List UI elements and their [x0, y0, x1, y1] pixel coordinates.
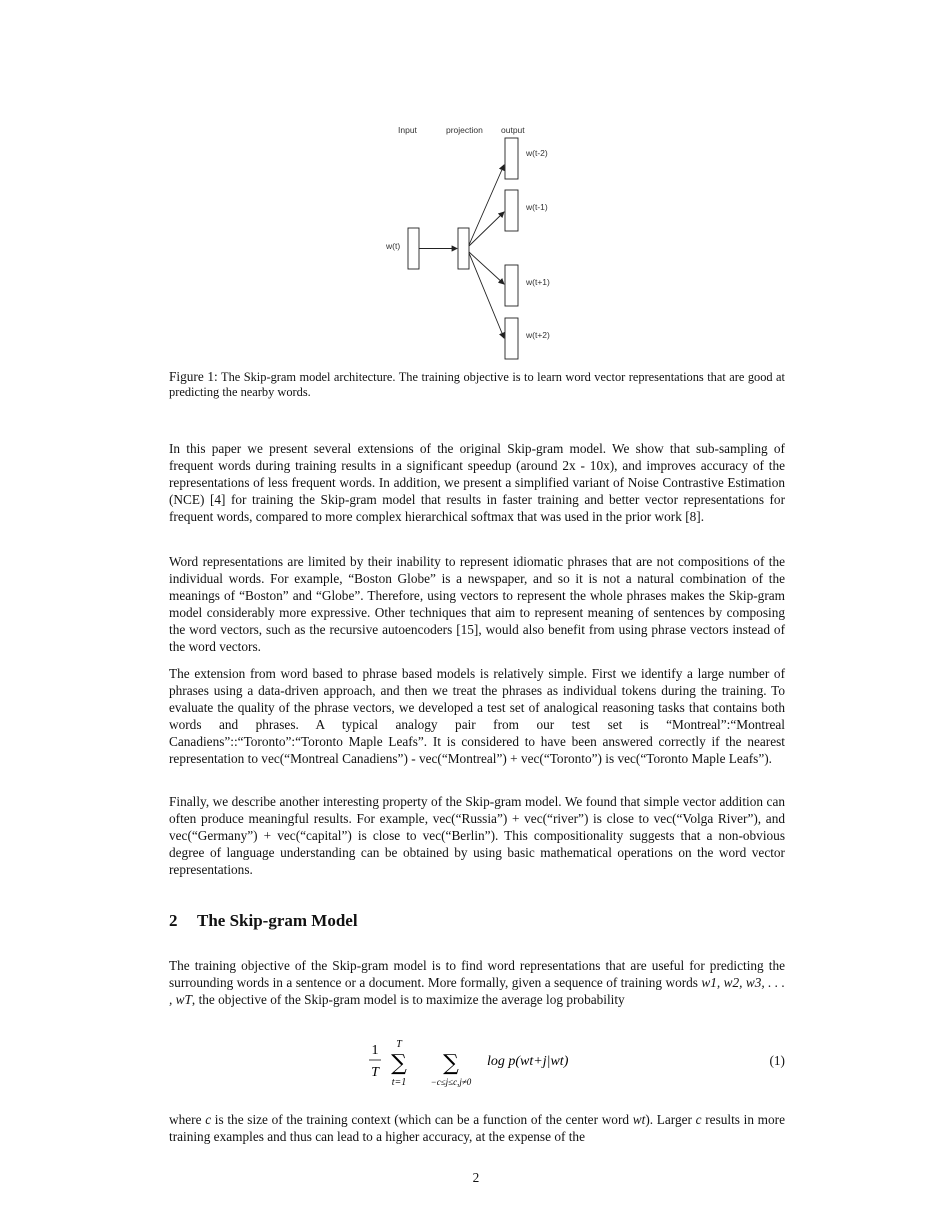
figure-caption-label: Figure 1:: [169, 369, 218, 384]
body-paragraph: Word representations are limited by their inability to represent idiomatic phrases that are not compositions of the individual words. For example, “Boston Globe” is a newspaper, and so it is not a natural combination of the meanings of “Boston” and “Globe”. Therefore, using vectors to represent the whole phrases makes the Skip-gram model considerably more expressive. Other techniques that aim to represent meaning of sentences by composing the word vectors, such as the recursive autoencoders [15], would also benefit from using phrase vectors instead of the word vectors.: [169, 554, 785, 654]
fraction-numerator: 1: [371, 1043, 379, 1058]
equation-body: log p(wt+j|wt): [487, 1054, 569, 1069]
sum-lower-limit: t=1: [391, 1077, 407, 1088]
input-layer-label: Input: [398, 125, 417, 135]
equation-1: [169, 1036, 785, 1092]
architecture-diagram: [380, 118, 580, 368]
math-variable: wt: [632, 1112, 646, 1127]
text-run: ). Larger: [645, 1112, 696, 1127]
input-vector-box: [408, 228, 419, 269]
inner-sum-lower-limit: −c≤j≤c,j≠0: [430, 1077, 472, 1087]
projection-layer-label: projection: [446, 125, 483, 135]
word-sequence-math: w1, w2, w3, . . . , wT: [169, 975, 785, 1007]
fraction-denominator: T: [371, 1065, 379, 1080]
output-word-label: w(t+2): [526, 330, 550, 340]
output-word-label: w(t+1): [526, 277, 550, 287]
projection-vector-box: [458, 228, 469, 269]
output-box-t-minus-2: [505, 138, 518, 179]
body-paragraph: The extension from word based to phrase based models is relatively simple. First we identify a large number of phrases using a data-driven approach, and then we treat the phrases as individual tokens during the training. To evaluate the quality of the phrase vectors, we developed a test set of analogical reasoning tasks that contains both words and phrases. A typical analogy pair from our test set is “Montreal”:“Montreal Canadiens”::“Toronto”:“Toronto Maple Leafs”. It is considered to have been answered correctly if the nearest representation to vec(“Montreal Canadiens”) - vec(“Montreal”) + vec(“Toronto”) is vec(“Toronto Maple Leafs”).: [169, 666, 785, 766]
body-paragraph: Finally, we describe another interesting property of the Skip-gram model. We found that simple vector addition can often produce meaningful results. For example, vec(“Russia”) + vec(“river”) is close to vec(“Volga River”), and vec(“Germany”) + vec(“capital”) is close to vec(“Berlin”). This compositionality suggests that a non-obvious degree of language understanding can be obtained by using basic mathematical operations on the word vector representations.: [169, 794, 785, 877]
output-box-t-plus-1: [505, 265, 518, 306]
math-variable: c: [205, 1112, 212, 1127]
arrow-to-t-minus-2: [469, 165, 504, 245]
figure-caption: [169, 369, 785, 400]
output-box-t-minus-1: [505, 190, 518, 231]
input-word-label: w(t): [386, 241, 401, 251]
output-layer-label: output: [501, 125, 525, 135]
section-paragraph-text: , the objective of the Skip-gram model is to maximize the average log probability: [191, 992, 625, 1007]
summation-symbol: ∑: [391, 1051, 407, 1076]
output-word-label: w(t-1): [526, 202, 548, 212]
output-box-t-plus-2: [505, 318, 518, 359]
section-number: 2: [169, 911, 178, 930]
section-paragraph-text: The training objective of the Skip-gram model is to find word representations that are useful for predicting the surrounding words in a sentence or a document. More formally, given a sequence of training words: [169, 958, 785, 990]
arrow-to-t-plus-1: [469, 252, 504, 284]
arrow-to-t-minus-1: [469, 212, 504, 246]
output-word-label: w(t-2): [526, 148, 548, 158]
summation-symbol: ∑: [443, 1051, 459, 1076]
equation-formula: [369, 1036, 609, 1092]
text-run: is the size of the training context (which can be a function of the center word: [211, 1112, 633, 1127]
text-run: results in more training examples and thus can lead to a higher accuracy, at the expense of the: [169, 1112, 786, 1144]
figure-caption-text: The Skip-gram model architecture. The training objective is to learn word vector representations that are good at predicting the nearby words.: [169, 370, 786, 399]
arrow-to-t-plus-2: [469, 253, 504, 338]
section-heading: [169, 911, 358, 931]
math-variable: c: [695, 1112, 702, 1127]
section-title: The Skip-gram Model: [197, 911, 358, 930]
body-paragraph-after-equation: [169, 1111, 785, 1145]
page-number: 2: [472, 1170, 480, 1185]
sum-upper-limit: T: [396, 1039, 402, 1050]
section-paragraph: [169, 957, 785, 1008]
text-run: where: [169, 1112, 206, 1127]
body-paragraph: In this paper we present several extensions of the original Skip-gram model. We show that sub-sampling of frequent words during training results in a significant speedup (around 2x - 10x), and improves accuracy of the representations of less frequent words. In addition, we present a simplified variant of Noise Contrastive Estimation (NCE) [4] for training the Skip-gram model that results in faster training and better vector representations for frequent words, compared to more complex hierarchical softmax that was used in the prior work [8].: [169, 441, 785, 524]
equation-number: (1): [769, 1053, 785, 1068]
skip-gram-architecture-figure: [380, 118, 580, 368]
